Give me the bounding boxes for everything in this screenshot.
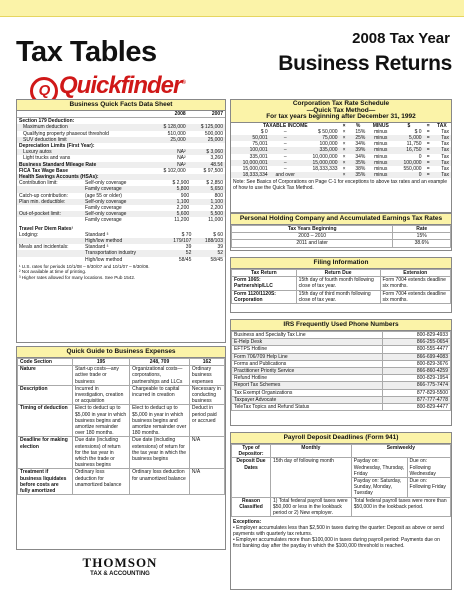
expenses-cell: N/A: [189, 469, 224, 495]
exception-2: • Employer accumulates more than $100,000 in taxes during payroll period: Payments due on first banking day after the payday in which the $100,000 threshold is reached.: [233, 537, 440, 550]
corp-rate-table: [231, 123, 451, 179]
hsa-row-label: Out-of-pocket limit:: [19, 211, 61, 218]
corp-rate-cell: 75,001: [252, 141, 268, 148]
facts-2008: NA²: [177, 155, 186, 162]
semi-payday-1: Payday on: Wednesday, Thursday, Friday: [351, 458, 407, 478]
facts-2008: NA²: [177, 149, 186, 156]
expenses-cell: Ordinary loss deduction for unamortized balance: [73, 469, 130, 495]
expenses-col-header: 248, 709: [130, 359, 190, 366]
corp-rate-cell: minus: [374, 147, 388, 154]
quick-facts-box: [16, 99, 226, 343]
corp-rate-cell: Tax: [441, 128, 449, 135]
phone-number: 877-777-4778: [382, 396, 450, 403]
hsa-row-sub: Self-only coverage: [85, 198, 127, 205]
corp-rate-cell: =: [426, 147, 430, 154]
corp-rate-cell: ×: [342, 165, 346, 172]
per-diem-row-label: Lodging:: [19, 231, 39, 238]
filing-due: 15th day of fourth month following close of tax year.: [296, 277, 380, 290]
hsa-row-2007: 5,650: [210, 186, 223, 193]
phc-heading: Personal Holding Company and Accumulated Earnings Tax Rates: [231, 214, 451, 225]
per-diem-row-2007: 39: [217, 244, 223, 251]
phone-number: 877-829-5500: [382, 389, 450, 396]
phone-number: 800-829-4933: [382, 332, 450, 339]
hsa-row-sub: Self-only coverage: [85, 211, 127, 218]
corp-rate-cell: minus: [374, 134, 388, 141]
corp-col-header: $: [407, 122, 411, 129]
per-diem-row-2007: 58/45: [210, 256, 223, 263]
payroll-table: [231, 444, 451, 517]
facts-2007: $ 125,000: [200, 124, 223, 131]
facts-2007: [188, 118, 225, 125]
expenses-heading: Quick Guide to Business Expenses: [17, 347, 225, 358]
facts-notes: [17, 263, 225, 281]
phone-row: [232, 332, 451, 339]
corp-rate-cell: ×: [342, 134, 346, 141]
corp-rate-cell: 335,000: [319, 147, 338, 154]
corp-rate-cell: =: [426, 159, 430, 166]
expenses-row: [18, 366, 225, 386]
corp-col-header: MINUS: [372, 122, 389, 129]
phc-rate: 15%: [393, 233, 451, 240]
hsa-row-2008: 900: [180, 192, 190, 199]
corp-rate-cell: 25%: [355, 134, 366, 141]
q-logo-icon: Q: [30, 77, 58, 105]
phc-table: [231, 225, 451, 248]
corp-rate-cell: 11,750: [406, 141, 422, 148]
subtitle: Business Returns: [278, 52, 452, 75]
expenses-cell: Chargeable to capital incurred in creation: [130, 385, 190, 405]
corp-col-header: TAXABLE INCOME: [262, 122, 308, 129]
phones-box: [230, 319, 452, 426]
corp-rate-cell: Tax: [441, 172, 449, 179]
corp-heading-title: Corporation Tax Rate Schedule: [292, 100, 390, 107]
semi-payday-2: Payday on: Saturday, Sunday, Monday, Tuesday: [351, 478, 407, 498]
expenses-col-header: 195: [73, 359, 130, 366]
corp-rate-cell: 38%: [355, 165, 366, 172]
per-diem-row-2008: $ 70: [181, 231, 192, 238]
phone-label: Forms and Publications: [232, 360, 383, 367]
per-diem-row-label: Meals and incidentals:: [19, 244, 69, 251]
per-diem-heading: Travel Per Diem Rates¹: [19, 225, 74, 232]
tax-year: 2008 Tax Year: [352, 30, 450, 47]
payroll-col-monthly: Monthly: [271, 445, 352, 458]
phone-label: Refund Hotline: [232, 375, 383, 382]
corp-rate-cell: 100,000: [319, 141, 338, 148]
filing-col-header: Extension: [380, 270, 451, 277]
phone-row: [232, 396, 451, 403]
hsa-row-2007: $ 2,850: [206, 180, 223, 187]
hsa-row-2007: 11,000: [208, 217, 223, 224]
phone-label: Practitioner Priority Service: [232, 368, 383, 375]
phc-col-rate: Rate: [393, 226, 451, 233]
hsa-row-sub: Family coverage: [85, 186, 122, 193]
facts-note: ³ Higher rates allowed for many locations. See Pub 1542.: [19, 274, 136, 280]
hsa-row-2008: $ 2,900: [172, 180, 190, 187]
corp-rate-cell: 75,000: [322, 134, 338, 141]
expenses-row: [18, 385, 225, 405]
corp-rate-cell: –: [283, 141, 287, 148]
corp-rate-cell: =: [426, 172, 430, 179]
facts-2008: [150, 118, 187, 125]
semi-due-2: Due on: Following Friday: [407, 478, 450, 498]
thomson-name: THOMSON: [82, 555, 158, 570]
expenses-cell: Due date (including extensions) of return for the tax year in which the business begins: [130, 437, 190, 469]
corp-rate-cell: $ 0: [414, 128, 422, 135]
exceptions: [231, 517, 451, 549]
corp-rate-cell: 0: [418, 153, 422, 160]
facts-label: SUV deduction limit: [23, 136, 67, 143]
expenses-row-label: Description: [18, 385, 73, 405]
type-depositor-label: Type of Depositor:: [232, 445, 271, 458]
expenses-row-label: Treatment if business liquidates before costs are fully amortized: [18, 469, 73, 495]
expenses-row: [18, 469, 225, 495]
expenses-cell: Due date (including extensions) of return for the tax year in which the trade or business begins: [73, 437, 130, 469]
hsa-row-sub: Family coverage: [85, 205, 122, 212]
hsa-row-2007: 5,500: [210, 211, 223, 218]
phc-row: [232, 240, 451, 247]
top-band: [0, 0, 464, 17]
per-diem-row-2007: 52: [217, 250, 223, 257]
facts-label: Depreciation Limits (First Year):: [19, 143, 95, 150]
corp-rate-heading: [231, 100, 451, 123]
corp-rate-cell: 15%: [355, 128, 366, 135]
phone-row: [232, 353, 451, 360]
facts-label: Business Standard Mileage Rate: [19, 161, 97, 168]
corp-heading-sub2: For tax years beginning after December 31, 1992: [266, 113, 416, 120]
corp-rate-cell: =: [426, 128, 430, 135]
facts-2007: 500,000: [204, 130, 223, 137]
expenses-cell: Incurred in investigation, creation or acquisition: [73, 385, 130, 405]
monthly-due: 15th day of following month: [271, 458, 352, 497]
facts-label: Section 179 Deduction:: [19, 118, 75, 125]
per-diem-row-2007: 188/103: [204, 238, 223, 245]
corp-rate-cell: 34%: [355, 141, 366, 148]
corp-col-header: ×: [342, 122, 346, 129]
phone-number: 800-829-4477: [382, 404, 450, 411]
col-2007: 2007: [211, 111, 223, 117]
corp-rate-cell: =: [426, 165, 430, 172]
phones-table: [231, 331, 451, 411]
facts-2007: 3,260: [210, 155, 223, 162]
thomson-logo: [60, 555, 180, 577]
phone-number: 800-555-4477: [382, 346, 450, 353]
per-diem-row-2008: 39: [185, 244, 192, 251]
filing-col-header: Tax Return: [232, 270, 297, 277]
expenses-col-header: Code Section: [18, 359, 73, 366]
hsa-row-2008: 11,200: [174, 217, 190, 224]
expenses-col-header: 162: [189, 359, 224, 366]
corp-rate-cell: and over: [275, 172, 295, 179]
facts-2008: NA²: [177, 161, 186, 168]
expenses-cell: Ordinary business expenses: [189, 366, 224, 386]
corp-rate-cell: ×: [342, 141, 346, 148]
hsa-row-label: Catch-up contribution:: [19, 192, 68, 199]
phone-label: Tax Exempt Organizations: [232, 389, 383, 396]
filing-col-header: Return Due: [296, 270, 380, 277]
expenses-cell: Elect to deduct up to $5,000 in year in which business begins and amortize remainder over 180 months.: [73, 405, 130, 437]
phone-row: [232, 368, 451, 375]
expenses-row: [18, 405, 225, 437]
phc-box: [230, 213, 452, 251]
corp-rate-cell: Tax: [441, 147, 449, 154]
corp-rate-cell: minus: [374, 159, 388, 166]
facts-2007: 48.5¢: [210, 161, 223, 168]
per-diem-row-sub: High/low method: [85, 256, 123, 263]
facts-2007: $ 97,500: [203, 167, 223, 174]
facts-2007: $ 3,060: [206, 149, 223, 156]
phc-years: 2011 and later: [232, 240, 393, 247]
phone-label: E-Help Desk: [232, 339, 383, 346]
logo-trademark: ®: [181, 80, 185, 86]
col-2008: 2008: [174, 111, 186, 117]
expenses-row-label: Deadline for making election: [18, 437, 73, 469]
expenses-cell: N/A: [189, 437, 224, 469]
page-title: Tax Tables: [16, 36, 157, 68]
corp-rate-cell: 18,333,333: [312, 165, 338, 172]
phc-row: [232, 233, 451, 240]
corp-rate-cell: 15,000,000: [312, 159, 338, 166]
phone-number: 800-829-1954: [382, 375, 450, 382]
corp-rate-cell: 18,333,334: [242, 172, 268, 179]
phc-rate: 38.6%: [393, 240, 451, 247]
phones-heading: IRS Frequently Used Phone Numbers: [231, 320, 451, 331]
corp-rate-cell: –: [283, 159, 287, 166]
hsa-row-2007: 1,100: [210, 198, 223, 205]
per-diem-row-2008: 179/107: [173, 238, 192, 245]
corp-col-header: =: [426, 122, 430, 129]
corp-rate-cell: –: [283, 128, 287, 135]
corp-rate-cell: Tax: [441, 165, 449, 172]
phone-label: Form 706/709 Help Line: [232, 353, 383, 360]
phone-number: 800-829-3676: [382, 360, 450, 367]
per-diem-row-sub: Transportation industry: [85, 250, 136, 257]
filing-box: [230, 257, 452, 313]
corp-rate-cell: 0: [418, 172, 422, 179]
corp-rate-cell: =: [426, 141, 430, 148]
quick-facts-heading: Business Quick Facts Data Sheet: [17, 100, 225, 111]
facts-label: Qualifying property phaseout threshold: [23, 130, 109, 137]
expenses-row-label: Timing of deduction: [18, 405, 73, 437]
phone-row: [232, 346, 451, 353]
corp-rate-cell: 35%: [355, 159, 366, 166]
hsa-row-2007: 2,200: [210, 205, 223, 212]
expenses-box: [16, 346, 226, 550]
facts-row: [17, 118, 225, 125]
corp-rate-cell: Tax: [441, 159, 449, 166]
phone-label: TeleTax Topics and Refund Status: [232, 404, 383, 411]
hsa-row-sub: Self-only coverage: [85, 180, 127, 187]
phone-label: EFTPS Hotline: [232, 346, 383, 353]
phc-col-years: Tax Years Beginning: [232, 226, 393, 233]
corp-rate-cell: Tax: [441, 141, 449, 148]
facts-label: Light trucks and vans: [23, 155, 71, 162]
corp-rate-cell: minus: [374, 128, 388, 135]
corp-heading-sub1: —Quick Tax Method—: [306, 106, 376, 114]
phone-row: [232, 389, 451, 396]
corp-rate-cell: 35%: [355, 172, 366, 179]
filing-extension: Form 7004 extends deadline six months.: [380, 290, 451, 303]
corp-rate-cell: minus: [374, 165, 388, 172]
facts-label: Maximum deduction: [23, 124, 68, 131]
facts-label: Luxury autos: [23, 149, 52, 156]
corp-rate-cell: 15,000,001: [242, 165, 268, 172]
filing-row: [232, 290, 451, 303]
per-diem-row-sub: Standard ³: [85, 231, 109, 238]
corp-rate-cell: 10,000,000: [312, 153, 338, 160]
facts-2008: $ 102,000: [163, 167, 186, 174]
phone-row: [232, 382, 451, 389]
reason-semiweekly: Total federal payroll taxes were more than $50,000 in the lookback period.: [351, 497, 450, 517]
filing-due: 15th day of third month following close of tax year.: [296, 290, 380, 303]
facts-label: Health Savings Accounts (HSAs):: [19, 174, 99, 181]
corp-rate-cell: $ 0: [260, 128, 268, 135]
filing-return: Form 1065: Partnership/LLC: [232, 277, 297, 290]
hsa-row-2007: 800: [214, 192, 223, 199]
corp-rate-cell: –: [283, 134, 287, 141]
phone-row: [232, 404, 451, 411]
hsa-row-sub: Family coverage: [85, 217, 122, 224]
corp-note: Note: See Basics of Corporations on Page C-1 for exceptions to above tax rates and an example of how to use the Quick Tax Method.: [233, 179, 448, 192]
phone-label: Business and Specialty Tax Line: [232, 332, 383, 339]
hsa-row-2008: 5,800: [176, 186, 190, 193]
expenses-cell: Ordinary loss deduction for unamortized balance: [130, 469, 190, 495]
corp-rate-cell: 335,001: [249, 153, 268, 160]
per-diem-row-sub: High/low method: [85, 238, 123, 245]
corp-rate-cell: ×: [342, 159, 346, 166]
corp-rate-cell: 5,000: [409, 134, 422, 141]
corp-rate-cell: $ 50,000: [318, 128, 338, 135]
expenses-table: [17, 358, 225, 495]
corp-rate-cell: ×: [342, 128, 346, 135]
hsa-row-2008: 5,600: [176, 211, 190, 218]
corp-rate-cell: 100,000: [403, 159, 422, 166]
per-diem-row-2008: 52: [185, 250, 192, 257]
corp-rate-cell: 10,000,001: [242, 159, 268, 166]
hsa-row-label: Plan min. deductible:: [19, 198, 66, 205]
expenses-cell: Organizational costs—corporations, partnerships and LLCs: [130, 366, 190, 386]
phone-label: Report Tax Schemes: [232, 382, 383, 389]
payroll-box: [230, 432, 452, 590]
semi-due-1: Due on: Following Wednesday: [407, 458, 450, 478]
corp-rate-cell: Tax: [441, 153, 449, 160]
corp-rate-cell: –: [283, 147, 287, 154]
hsa-row-label: Contribution limit:: [19, 180, 58, 187]
corp-rate-cell: ×: [342, 172, 346, 179]
phone-number: 866-255-0654: [382, 339, 450, 346]
per-diem-table: [17, 232, 225, 263]
corp-rate-cell: =: [426, 153, 430, 160]
phone-row: [232, 360, 451, 367]
corp-rate-cell: ×: [342, 147, 346, 154]
corp-rate-cell: minus: [374, 153, 388, 160]
expenses-cell: Elect to deduct up to $5,000 in year in which business begins and amortize remainder over 180 months.: [130, 405, 190, 437]
facts-label: FICA Tax Wage Base: [19, 167, 68, 174]
corp-col-header: TAX: [437, 122, 447, 129]
facts-2008: 25,000: [170, 136, 186, 143]
hsa-row-2008: 2,200: [176, 205, 190, 212]
corp-rate-cell: 50,001: [252, 134, 268, 141]
exception-1: • Employer accumulates less than $2,500 in taxes during the quarter: Deposit as above or send payments with quarterly tax returns.: [233, 525, 444, 538]
expenses-cell: Necessary in conducting business: [189, 385, 224, 405]
corp-rate-cell: 39%: [355, 147, 366, 154]
filing-row: [232, 277, 451, 290]
hsa-row-sub: (age 55 or older): [85, 192, 122, 199]
filing-return: Form 1120/1120S: Corporation: [232, 290, 297, 303]
corp-rate-cell: 550,000: [403, 165, 422, 172]
phone-number: 866-860-4259: [382, 368, 450, 375]
corp-rate-cell: =: [426, 134, 430, 141]
facts-2008: $ 128,000: [163, 124, 186, 131]
corp-rate-cell: minus: [374, 141, 388, 148]
facts-2008: 510,000: [167, 130, 186, 137]
quick-facts-table: [17, 111, 225, 180]
corp-rate-cell: ×: [342, 153, 346, 160]
per-diem-row-sub: Standard ³: [85, 244, 109, 251]
corp-rate-cell: 16,750: [406, 147, 422, 154]
deposit-due-label: Deposit Due Dates: [232, 458, 271, 497]
per-diem-row-2007: $ 60: [213, 231, 223, 238]
hsa-table: [17, 180, 225, 223]
facts-2007: 25,000: [207, 136, 223, 143]
expenses-cell: Deduct in period paid or accrued: [189, 405, 224, 437]
filing-extension: Form 7004 extends deadline six months.: [380, 277, 451, 290]
filing-table: [231, 269, 451, 304]
expenses-row: [18, 437, 225, 469]
payroll-heading: Payroll Deposit Deadlines (Form 941): [231, 433, 451, 444]
corp-rate-cell: minus: [374, 172, 388, 179]
corp-rate-cell: Tax: [441, 134, 449, 141]
corp-rate-cell: 34%: [355, 153, 366, 160]
exceptions-heading: Exceptions:: [233, 519, 262, 526]
reason-label: Reason Classified: [232, 497, 271, 517]
hsa-row-2008: 1,100: [176, 198, 190, 205]
per-diem-row-2008: 58/45: [178, 256, 192, 263]
phone-number: 866-699-4083: [382, 353, 450, 360]
facts-note: ¹ U.S. rates for periods 10/1/08 – 9/30/07 and 10/1/07 – 9/30/08.: [19, 263, 150, 269]
corp-rate-cell: 100,001: [249, 147, 268, 154]
expenses-row-label: Nature: [18, 366, 73, 386]
logo-text: Quickfinder: [59, 72, 182, 99]
corp-rate-cell: –: [283, 165, 287, 172]
facts-note: ² Not available at time of printing.: [19, 269, 87, 275]
reason-monthly: 1) Total federal payroll taxes were $50,000 or less in the lookback period or 2) New employer.: [271, 497, 352, 517]
phone-row: [232, 339, 451, 346]
expenses-cell: Start-up costs—any active trade or business: [73, 366, 130, 386]
thomson-sub: TAX & ACCOUNTING: [90, 571, 150, 577]
phone-label: Taxpayer Advocate: [232, 396, 383, 403]
payroll-col-semiweekly: Semiweekly: [351, 445, 450, 458]
corp-rate-cell: –: [283, 153, 287, 160]
phc-years: 2003 – 2010: [232, 233, 393, 240]
phone-number: 866-775-7474: [382, 382, 450, 389]
corp-col-header: %: [355, 122, 361, 129]
filing-heading: Filing Information: [231, 258, 451, 269]
phone-row: [232, 375, 451, 382]
corp-rate-box: [230, 99, 452, 213]
